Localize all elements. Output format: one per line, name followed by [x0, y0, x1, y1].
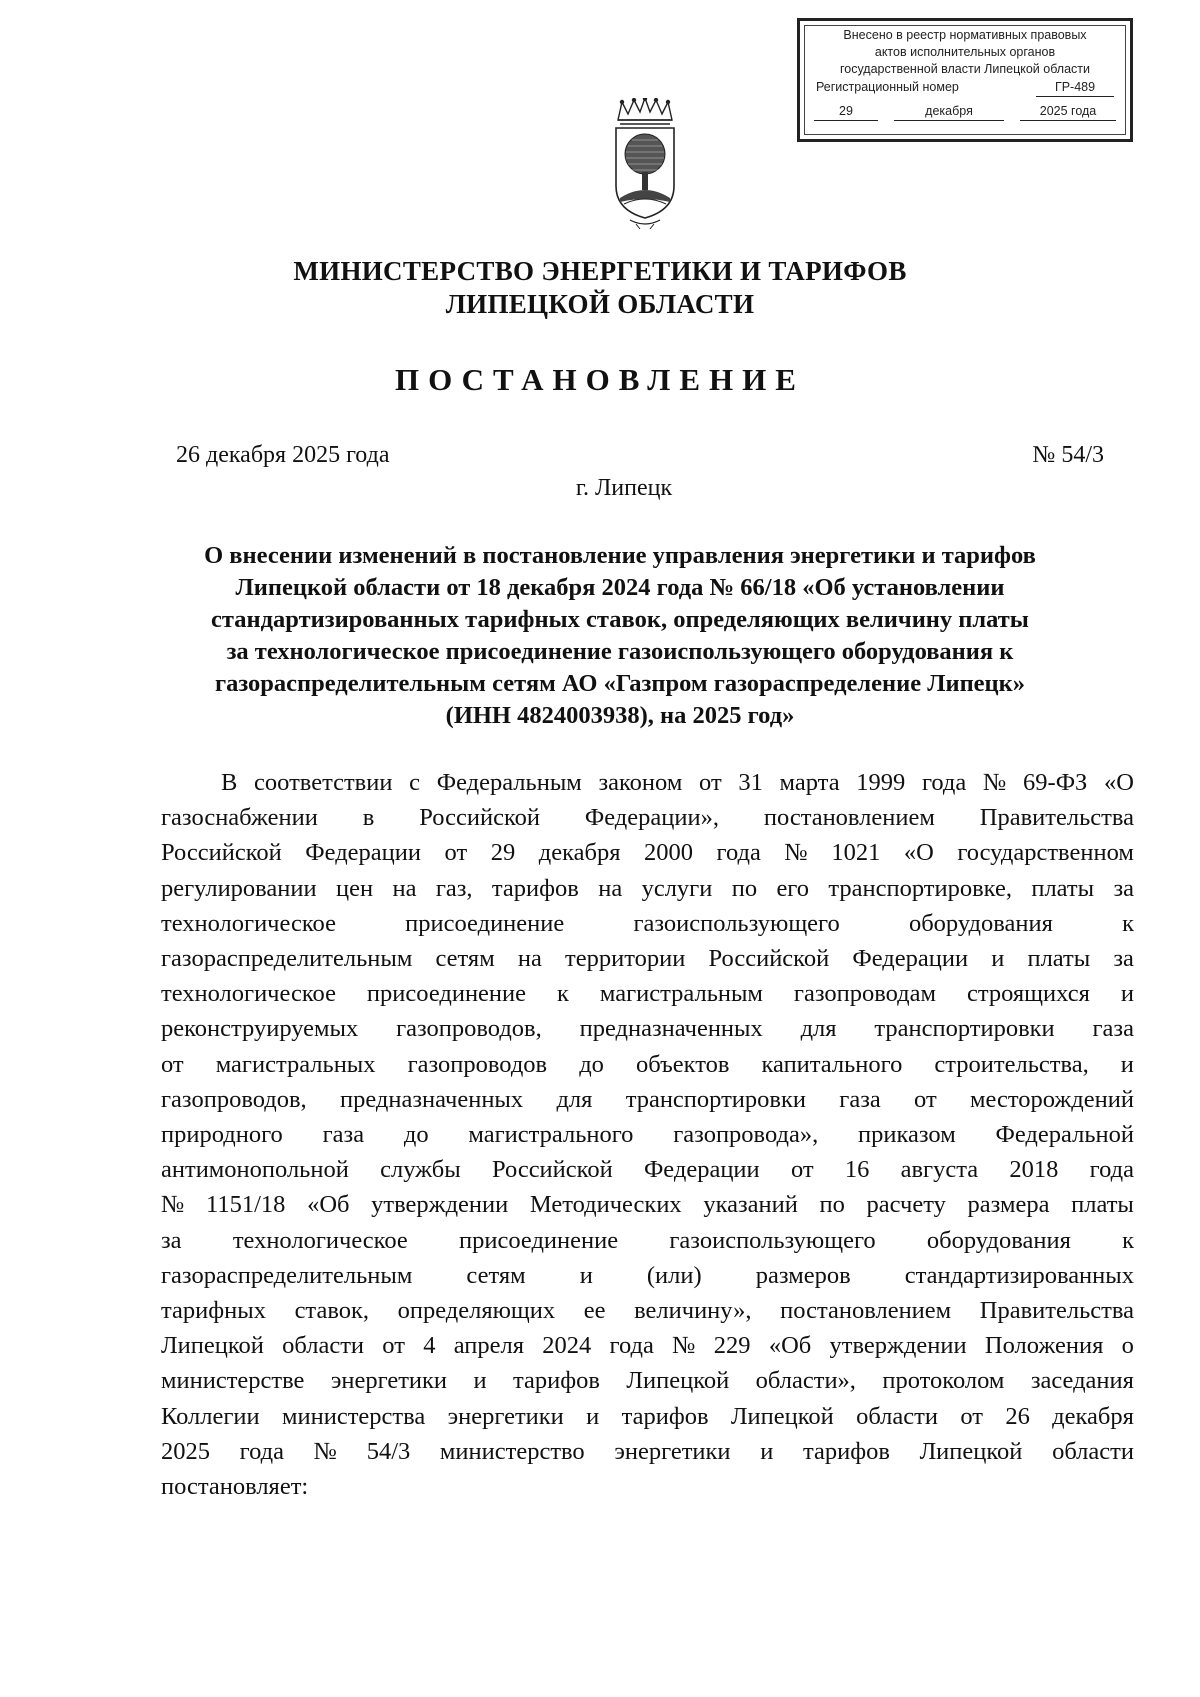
body-word: к	[1122, 909, 1134, 937]
body-word: Коллегии	[161, 1402, 260, 1430]
body-word: сетям	[435, 945, 495, 973]
body-word: газа	[839, 1085, 881, 1113]
body-word: законом	[598, 769, 683, 796]
body-word: газораспределительным	[161, 945, 413, 973]
body-word: от	[382, 1332, 405, 1360]
body-word: от	[960, 1402, 983, 1430]
stamp-line-2: актов исполнительных органов	[874, 45, 1056, 59]
body-line	[161, 1187, 1134, 1222]
body-word: Федеральной	[995, 1121, 1134, 1149]
body-word: на	[517, 945, 542, 973]
body-line	[161, 1011, 1134, 1046]
body-line	[161, 1434, 1134, 1469]
body-line	[161, 906, 1134, 941]
body-word: в	[362, 804, 375, 832]
body-word: Федерации	[643, 1156, 760, 1184]
body-word: №	[672, 1332, 696, 1360]
body-word: утверждении	[829, 1332, 967, 1360]
body-word: Российской	[708, 945, 830, 973]
body-word: и	[760, 1437, 774, 1465]
body-word: тарифов	[513, 1367, 600, 1395]
body-word: постановлением	[763, 804, 935, 832]
body-word: №	[982, 769, 1007, 796]
body-word: величину»,	[634, 1297, 752, 1325]
body-word: 1999	[856, 769, 906, 796]
body-word: платы	[1071, 1191, 1134, 1219]
body-word: услуги	[641, 874, 713, 902]
body-word: до	[579, 1050, 604, 1078]
body-line	[161, 941, 1134, 976]
body-word: соответствии	[254, 769, 393, 796]
body-word: и	[1120, 1050, 1134, 1078]
body-line	[161, 871, 1134, 906]
body-word: области	[856, 1402, 938, 1430]
body-word: месторождений	[969, 1085, 1134, 1113]
body-word: государственном	[957, 839, 1134, 867]
body-word: на	[392, 874, 417, 902]
body-word: года	[921, 769, 967, 796]
stamp-registration	[810, 79, 1120, 97]
title-line: (ИНН 4824003938), на 2025 год»	[445, 702, 795, 729]
body-word: газопроводам	[793, 980, 937, 1008]
body-word: протоколом	[882, 1367, 1005, 1395]
body-word: утверждении	[371, 1191, 509, 1219]
body-word: энергетики	[447, 1402, 564, 1430]
body-word: Федерации»,	[584, 804, 719, 832]
body-word: 4	[423, 1332, 436, 1360]
body-word: №	[313, 1437, 338, 1465]
body-word: предназначенных	[339, 1085, 524, 1113]
body-word: министерства	[282, 1402, 426, 1430]
body-word: Положения	[984, 1332, 1104, 1360]
body-line	[161, 1328, 1134, 1363]
body-word: по	[819, 1191, 845, 1219]
title-line: за технологическое присоединение газоиспользующего оборудования к	[226, 638, 1014, 665]
body-word: и	[473, 1367, 487, 1395]
body-word: магистральных	[215, 1050, 376, 1078]
stamp-month: декабря	[894, 103, 1004, 121]
body-word: оборудования	[926, 1226, 1071, 1254]
body-line	[161, 1293, 1134, 1328]
body-line	[161, 1363, 1134, 1398]
body-line: постановляет:	[161, 1473, 309, 1501]
title-line: газораспределительным сетям АО «Газпром газораспределение Липецк»	[214, 670, 1026, 697]
body-line	[161, 1082, 1134, 1117]
body-word: 2025	[161, 1437, 210, 1465]
document-title	[150, 540, 1090, 732]
body-word: 2018	[1009, 1156, 1059, 1184]
stamp-line-1: Внесено в реестр нормативных правовых	[843, 28, 1087, 42]
body-word: платы	[1031, 874, 1095, 902]
body-word: расчету	[866, 1191, 946, 1219]
body-word: платы	[1027, 945, 1091, 973]
body-word: области	[1052, 1437, 1134, 1465]
body-word: до	[403, 1121, 429, 1149]
body-word: 2024	[542, 1332, 592, 1360]
body-word: к	[1122, 1226, 1134, 1254]
body-word: за	[1113, 874, 1134, 902]
body-word: строительства,	[934, 1050, 1089, 1078]
body-word: и	[1120, 980, 1134, 1008]
body-word: Липецкой	[730, 1402, 834, 1430]
body-word: присоединение	[366, 980, 527, 1008]
body-word: объектов	[635, 1050, 730, 1078]
body-word: 1151/18	[206, 1191, 286, 1219]
body-line	[161, 835, 1134, 870]
body-word: Федерации	[852, 945, 969, 973]
body-word: «О	[903, 839, 934, 867]
body-word: заседания	[1030, 1367, 1134, 1395]
body-word: «Об	[768, 1332, 812, 1360]
body-word: газопроводов,	[396, 1015, 542, 1043]
body-word: определяющих	[397, 1297, 556, 1325]
body-word: года	[239, 1437, 284, 1465]
body-word: и	[579, 1261, 593, 1289]
body-word: за	[1113, 945, 1134, 973]
body-word: марта	[779, 769, 840, 796]
document-city: г. Липецк	[575, 475, 673, 501]
body-word: «О	[1104, 769, 1134, 796]
body-word: министерстве	[161, 1367, 305, 1395]
body-word: Российской	[419, 804, 540, 832]
body-line	[161, 1223, 1134, 1258]
body-word: тарифов	[621, 1402, 709, 1430]
body-word: присоединение	[459, 1226, 619, 1254]
body-word: Липецкой	[919, 1437, 1023, 1465]
body-word: реконструируемых	[161, 1015, 359, 1043]
registry-stamp	[797, 18, 1133, 142]
ministry-name	[0, 255, 1200, 321]
body-word: Методических	[529, 1191, 682, 1219]
title-line: стандартизированных тарифных ставок, определяющих величину платы	[211, 606, 1029, 633]
stamp-day: 29	[814, 103, 878, 121]
body-word: транспортировки	[625, 1085, 806, 1113]
stamp-reg-number: ГР-489	[1036, 79, 1114, 97]
body-word: к	[557, 980, 569, 1008]
body-word: за	[161, 1226, 182, 1254]
body-word: области	[282, 1332, 365, 1360]
body-word: о	[1121, 1332, 1134, 1360]
body-word: его	[776, 874, 810, 902]
body-word: 31	[738, 769, 763, 796]
body-word: Липецкой	[161, 1332, 264, 1360]
body-word: 26	[1005, 1402, 1030, 1430]
body-word: Липецкой	[626, 1367, 730, 1395]
body-word: сетям	[466, 1261, 526, 1289]
body-word: ставок,	[294, 1297, 369, 1325]
body-word: антимонопольной	[161, 1156, 349, 1184]
body-word: технологическое	[232, 1226, 408, 1254]
document-type: ПОСТАНОВЛЕНИЕ	[395, 362, 805, 397]
body-word: и	[586, 1402, 600, 1430]
body-word: по	[731, 874, 758, 902]
body-word: постановлением	[780, 1297, 952, 1325]
body-word: «Об	[307, 1191, 350, 1219]
body-word: 29	[490, 839, 516, 867]
title-line: О внесении изменений в постановление управления энергетики и тарифов	[204, 542, 1036, 569]
body-word: газоснабжении	[161, 804, 318, 832]
document-date: 26 декабря 2025 года	[176, 442, 390, 468]
body-word: капитального	[761, 1050, 903, 1078]
body-word: газа	[1092, 1015, 1134, 1043]
body-word: указаний	[703, 1191, 798, 1219]
body-line	[161, 976, 1134, 1011]
body-word: В	[221, 769, 238, 796]
body-word: транспортировки	[874, 1015, 1055, 1043]
body-word: тарифов	[491, 874, 579, 902]
body-word: от	[444, 839, 468, 867]
body-line	[161, 1399, 1134, 1434]
body-word: 1021	[831, 839, 881, 867]
body-word: 69-ФЗ	[1023, 769, 1088, 796]
body-word: для	[556, 1085, 593, 1113]
body-line	[161, 800, 1134, 835]
body-word: года	[1089, 1156, 1134, 1184]
body-line	[161, 765, 1134, 800]
body-word: размера	[967, 1191, 1050, 1219]
body-word: Федеральным	[436, 769, 582, 796]
body-word: магистрального	[468, 1121, 634, 1149]
body-word: магистральным	[599, 980, 763, 1008]
body-word: №	[784, 839, 808, 867]
body-word: ее	[583, 1297, 606, 1325]
coat-of-arms-icon	[612, 98, 678, 230]
body-word: Федерации	[305, 839, 421, 867]
stamp-year: 2025 года	[1020, 103, 1116, 121]
body-word: с	[409, 769, 421, 796]
body-word: 16	[844, 1156, 870, 1184]
body-word: Российской	[161, 839, 282, 867]
body-word: от	[699, 769, 722, 796]
body-word: строящихся	[967, 980, 1090, 1008]
body-word: газ,	[435, 874, 473, 902]
body-word: энергетики	[614, 1437, 731, 1465]
body-line	[161, 1152, 1134, 1187]
stamp-line-3: государственной власти Липецкой области	[839, 62, 1091, 76]
body-word: 2000	[644, 839, 693, 867]
body-word: от	[161, 1050, 184, 1078]
body-word: предназначенных	[579, 1015, 763, 1043]
body-word: декабря	[1052, 1402, 1134, 1430]
body-word: технологическое	[161, 980, 336, 1008]
body-line	[161, 1258, 1134, 1293]
body-word: газа	[322, 1121, 365, 1149]
body-word: технологическое	[161, 909, 336, 937]
body-word: Правительства	[979, 1297, 1134, 1325]
body-word: энергетики	[330, 1367, 448, 1395]
body-word: от	[790, 1156, 814, 1184]
body-word: службы	[380, 1156, 461, 1184]
body-word: приказом	[858, 1121, 956, 1149]
body-word: и	[991, 945, 1005, 973]
document-body	[161, 765, 1134, 1504]
body-word: газоиспользующего	[633, 909, 840, 937]
body-line	[161, 1117, 1134, 1152]
body-word: стандартизированных	[904, 1261, 1134, 1289]
body-word: тарифных	[161, 1297, 266, 1325]
body-word: газопроводов,	[161, 1085, 307, 1113]
body-word: 54/3	[366, 1437, 411, 1465]
body-word: (или)	[646, 1261, 702, 1289]
body-word: министерство	[439, 1437, 585, 1465]
body-word: года	[716, 839, 761, 867]
body-word: территории	[565, 945, 686, 973]
stamp-date	[810, 103, 1120, 121]
body-word: газораспределительным	[161, 1261, 413, 1289]
body-word: транспортировке,	[828, 874, 1012, 902]
body-word: тарифов	[802, 1437, 890, 1465]
ministry-line-1: МИНИСТЕРСТВО ЭНЕРГЕТИКИ И ТАРИФОВ	[293, 256, 907, 286]
body-word: газопроводов	[407, 1050, 548, 1078]
body-word: газопровода»,	[673, 1121, 819, 1149]
body-word: для	[800, 1015, 837, 1043]
body-word: размеров	[755, 1261, 851, 1289]
body-word: регулировании	[161, 874, 317, 902]
body-word: августа	[900, 1156, 979, 1184]
body-word: апреля	[453, 1332, 525, 1360]
body-word: оборудования	[908, 909, 1053, 937]
body-word: на	[598, 874, 623, 902]
body-word: цен	[336, 874, 374, 902]
body-word: от	[914, 1085, 937, 1113]
document-number: № 54/3	[1032, 442, 1104, 468]
body-word: природного	[161, 1121, 283, 1149]
body-word: газоиспользующего	[669, 1226, 876, 1254]
stamp-reg-label: Регистрационный номер	[816, 80, 959, 94]
body-word: №	[161, 1191, 185, 1219]
body-word: декабря	[538, 839, 621, 867]
body-word: Правительства	[979, 804, 1134, 832]
title-line: Липецкой области от 18 декабря 2024 года № 66/18 «Об установлении	[235, 574, 1005, 601]
body-word: области»,	[755, 1367, 856, 1395]
ministry-line-2: ЛИПЕЦКОЙ ОБЛАСТИ	[445, 289, 755, 319]
body-word: 229	[713, 1332, 751, 1360]
body-word: Российской	[491, 1156, 613, 1184]
body-word: года	[609, 1332, 654, 1360]
body-line	[161, 1047, 1134, 1082]
body-word: присоединение	[405, 909, 565, 937]
